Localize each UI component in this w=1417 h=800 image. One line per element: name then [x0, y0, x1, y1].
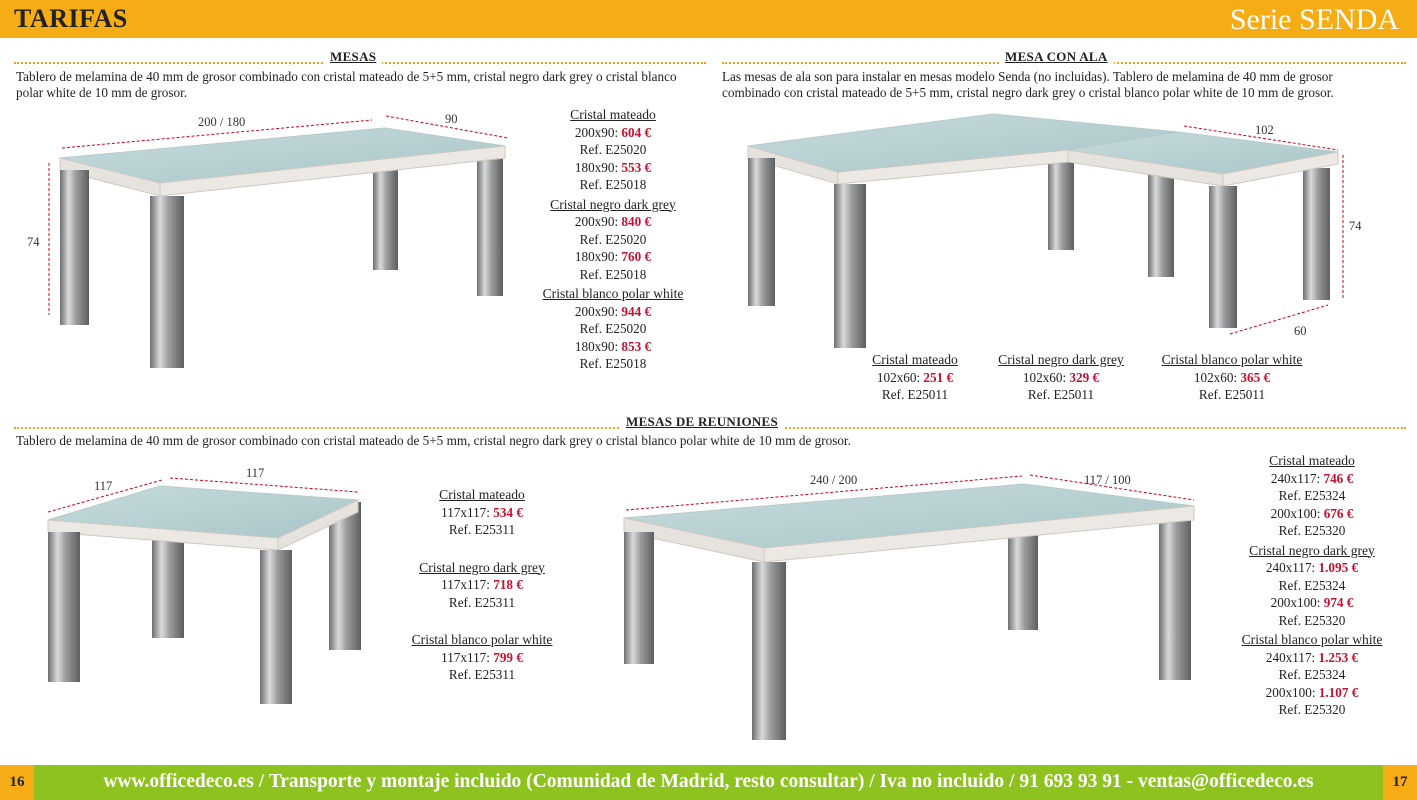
table-leg	[624, 532, 654, 664]
group-title: Cristal blanco polar white	[542, 286, 684, 301]
ala-description: Las mesas de ala son para instalar en mesas modelo Senda (no incluidas). Tablero de melamina de 40 mm de grosor combinado con cristal mateado de 5+5 mm, cristal negro dark grey o cristal blanco polar white de 10 mm de grosor.	[722, 69, 1334, 100]
price-value: 974 €	[1323, 595, 1354, 610]
ala-price-group	[840, 351, 990, 404]
price-value: 760 €	[621, 249, 652, 264]
size-label: 117x117:	[441, 649, 490, 665]
group-title: Cristal blanco polar white	[411, 632, 553, 647]
dim-height: 74	[27, 235, 40, 249]
ref-code: Ref. E25020	[579, 142, 647, 157]
size-label: 117x117:	[441, 504, 490, 520]
price-line	[523, 248, 703, 266]
size-label: 102x60:	[1193, 369, 1238, 385]
table-leg	[329, 502, 361, 650]
dim-length: 200 / 180	[198, 115, 246, 129]
table-leg	[1008, 532, 1038, 630]
ref-code: Ref. E25324	[1278, 577, 1346, 593]
price-line	[392, 504, 572, 522]
size-label: 200x90:	[574, 124, 619, 140]
table-leg	[1148, 175, 1174, 277]
footer-contact-text[interactable]: www.officedeco.es / Transporte y montaje incluido (Comunidad de Madrid, resto consultar) / Iva no incluido / 91 693 93 91 - ventas@officedeco.es	[103, 771, 1314, 792]
header-bar	[0, 0, 1417, 38]
page-number-left: 16	[0, 765, 34, 800]
price-line	[1222, 649, 1402, 667]
price-group	[392, 631, 572, 684]
group-title: Cristal mateado	[439, 487, 525, 502]
ref-code: Ref. E25011	[1198, 387, 1266, 402]
dim-length: 102	[1255, 123, 1274, 137]
reuniones-description: Tablero de melamina de 40 mm de grosor combinado con cristal mateado de 5+5 mm, cristal negro dark grey o cristal blanco polar white de 10 mm de grosor.	[16, 433, 851, 448]
price-group	[392, 559, 572, 612]
size-label: 200x100:	[1270, 595, 1321, 610]
ala-price-group	[984, 351, 1138, 404]
group-title: Cristal negro dark grey	[419, 559, 545, 575]
size-label: 200x90:	[574, 214, 619, 229]
price-value: 251 €	[923, 369, 954, 385]
mesas-description: Tablero de melamina de 40 mm de grosor combinado con cristal mateado de 5+5 mm, cristal negro dark grey o cristal blanco polar white de 10 mm de grosor.	[16, 69, 677, 100]
group-title: Cristal blanco polar white	[1241, 632, 1383, 647]
square-price-list	[392, 486, 572, 684]
table-leg	[260, 550, 292, 704]
price-group	[1222, 631, 1402, 719]
ref-code: Ref. E25324	[1278, 667, 1346, 682]
ala-heading: MESA CON ALA	[999, 49, 1114, 65]
dimension-line	[1230, 305, 1328, 334]
size-label: 117x117:	[441, 577, 490, 592]
table-leg	[748, 158, 775, 306]
size-label: 240x117:	[1265, 560, 1316, 575]
price-value: 329 €	[1069, 369, 1100, 385]
ala-price-group	[1146, 351, 1318, 404]
price-value: 840 €	[621, 214, 652, 229]
price-line	[392, 576, 572, 594]
table-leg	[152, 532, 184, 638]
ref-code: Ref. E25011	[1027, 387, 1095, 402]
price-value: 553 €	[621, 159, 652, 175]
reuniones-heading: MESAS DE REUNIONES	[620, 414, 784, 430]
price-line	[392, 649, 572, 667]
meeting-table-image	[614, 462, 1204, 744]
mesas-price-list	[523, 106, 703, 373]
price-line	[523, 303, 703, 321]
size-label: 200x100:	[1270, 505, 1321, 521]
table-leg	[752, 562, 786, 740]
group-title: Cristal negro dark grey	[550, 196, 676, 212]
price-line	[1146, 369, 1318, 387]
header-title: TARIFAS	[14, 4, 128, 33]
dim-width: 117	[94, 479, 113, 493]
price-value: 944 €	[621, 303, 652, 319]
ref-code: Ref. E25320	[1278, 702, 1346, 717]
price-line	[523, 159, 703, 177]
ref-code: Ref. E25324	[1278, 488, 1346, 503]
dim-length: 240 / 200	[810, 473, 858, 487]
page-number-right: 17	[1383, 765, 1417, 800]
price-value: 676 €	[1323, 505, 1354, 521]
mesas-heading: MESAS	[324, 49, 382, 65]
group-title: Cristal blanco polar white	[1161, 352, 1303, 367]
price-group	[1222, 542, 1402, 630]
price-line	[1222, 470, 1402, 488]
price-line	[523, 124, 703, 142]
price-line	[523, 213, 703, 231]
dim-height: 74	[1349, 219, 1362, 233]
dim-depth: 90	[445, 112, 458, 126]
ref-code: Ref. E25018	[579, 177, 647, 192]
ref-code: Ref. E25311	[448, 667, 516, 682]
square-table-image	[40, 462, 370, 712]
group-title: Cristal mateado	[872, 352, 958, 367]
ref-code: Ref. E25018	[579, 266, 647, 282]
series-title: Serie SENDA	[1229, 3, 1399, 36]
price-line	[523, 338, 703, 356]
price-value: 365 €	[1240, 369, 1271, 385]
size-label: 180x90:	[574, 159, 619, 175]
group-title: Cristal negro dark grey	[998, 352, 1124, 367]
price-value: 1.107 €	[1318, 684, 1359, 700]
price-value: 853 €	[621, 338, 652, 354]
size-label: 102x60:	[876, 369, 921, 385]
size-label: 102x60:	[1022, 369, 1067, 385]
price-group	[523, 106, 703, 194]
size-label: 240x117:	[1265, 649, 1316, 665]
price-line	[1222, 684, 1402, 702]
group-title: Cristal negro dark grey	[1249, 542, 1375, 558]
price-value: 1.253 €	[1318, 649, 1359, 665]
table-leg	[48, 532, 80, 682]
price-value: 534 €	[493, 504, 523, 520]
ala-table-image	[738, 110, 1378, 350]
ref-code: Ref. E25011	[881, 387, 949, 402]
price-value: 799 €	[493, 649, 523, 665]
table-leg	[1048, 155, 1074, 250]
table-leg	[1159, 514, 1191, 680]
meeting-price-list	[1222, 452, 1402, 719]
dim-depth: 117 / 100	[1084, 473, 1131, 487]
price-line	[1222, 505, 1402, 523]
price-line	[1222, 594, 1402, 612]
table-leg	[477, 158, 503, 296]
price-group	[523, 196, 703, 284]
ref-code: Ref. E25311	[448, 594, 516, 610]
ref-code: Ref. E25018	[579, 356, 647, 371]
size-label: 200x100:	[1265, 684, 1316, 700]
price-value: 718 €	[493, 577, 523, 592]
group-title: Cristal mateado	[1269, 453, 1355, 468]
table-leg	[1209, 186, 1237, 328]
ref-code: Ref. E25020	[579, 231, 647, 247]
size-label: 180x90:	[574, 249, 619, 264]
price-group	[392, 486, 572, 539]
ref-code: Ref. E25320	[1278, 612, 1346, 628]
mesas-table-image	[20, 108, 520, 370]
table-leg	[150, 196, 184, 368]
ref-code: Ref. E25311	[448, 522, 516, 537]
price-value: 1.095 €	[1318, 560, 1359, 575]
price-line	[840, 369, 990, 387]
size-label: 200x90:	[574, 303, 619, 319]
dim-depth: 117	[246, 466, 265, 480]
table-leg	[834, 184, 866, 348]
size-label: 180x90:	[574, 338, 619, 354]
price-line	[1222, 559, 1402, 577]
price-value: 746 €	[1323, 470, 1354, 486]
price-group	[1222, 452, 1402, 540]
ref-code: Ref. E25320	[1278, 523, 1346, 538]
table-leg	[373, 168, 398, 270]
price-group	[523, 285, 703, 373]
ref-code: Ref. E25020	[579, 321, 647, 336]
price-value: 604 €	[621, 124, 652, 140]
table-leg	[60, 170, 89, 325]
group-title: Cristal mateado	[570, 107, 656, 122]
size-label: 240x117:	[1270, 470, 1321, 486]
table-leg	[1303, 168, 1330, 300]
dim-depth: 60	[1294, 324, 1307, 338]
price-line	[984, 369, 1138, 387]
